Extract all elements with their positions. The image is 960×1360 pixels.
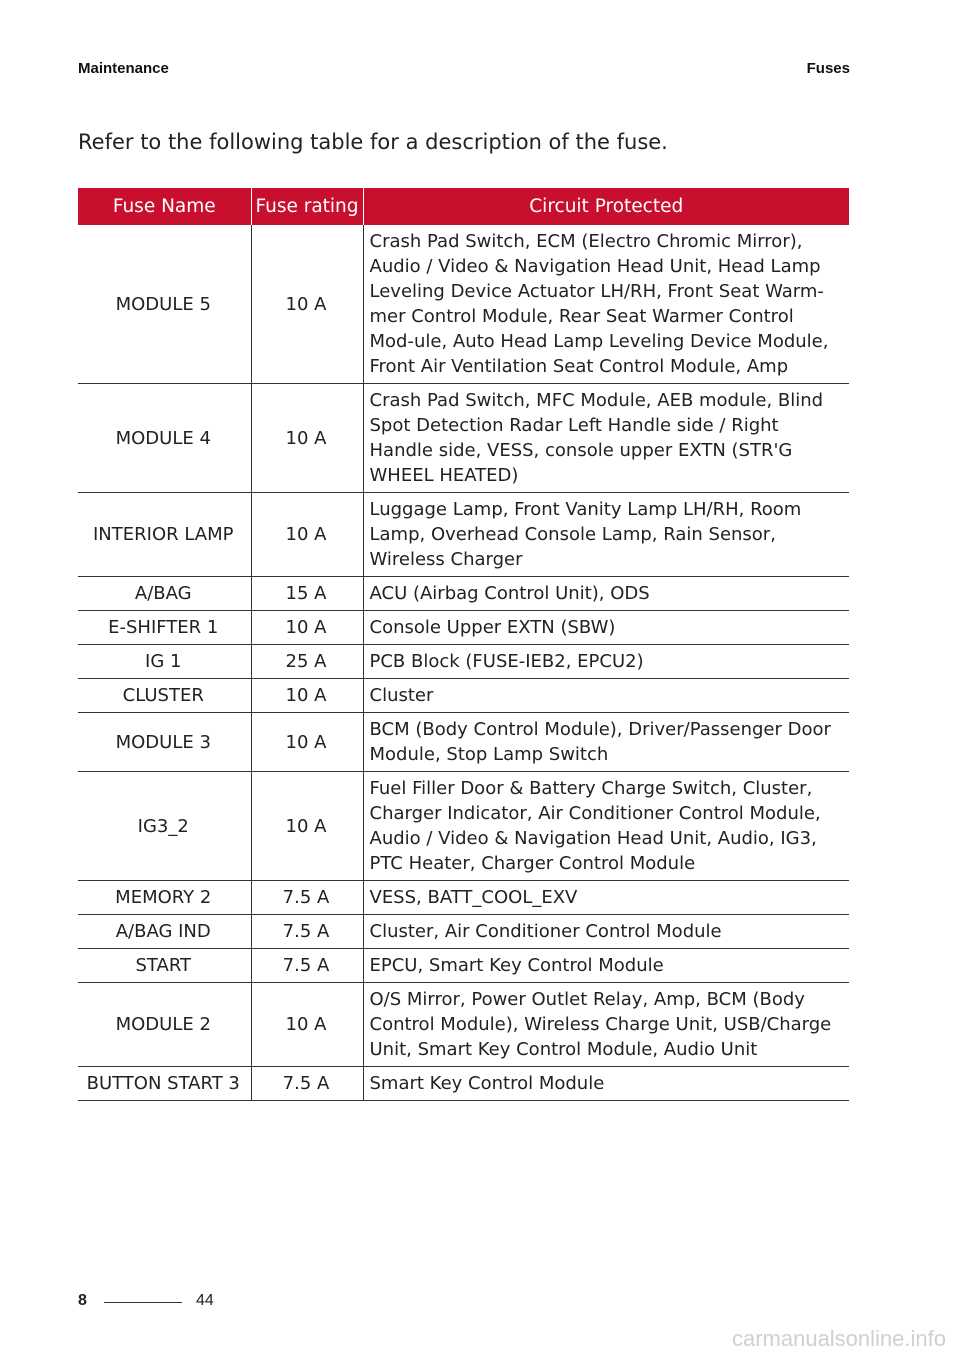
fuse-rating-cell: 7.5 A: [251, 949, 363, 983]
fuse-name-cell: IG3_2: [78, 772, 251, 881]
column-header-circuit-protected: Circuit Protected: [363, 188, 849, 225]
footer-divider: [104, 1302, 182, 1303]
fuse-table: [78, 188, 849, 1101]
fuse-name-cell: START: [78, 949, 251, 983]
table-row: [78, 983, 849, 1067]
fuse-rating-cell: 10 A: [251, 713, 363, 772]
column-header-fuse-name: Fuse Name: [78, 188, 251, 225]
fuse-rating-cell: 10 A: [251, 983, 363, 1067]
circuit-protected-cell: Cluster, Air Conditioner Control Module: [363, 915, 849, 949]
circuit-protected-cell: Crash Pad Switch, MFC Module, AEB module, Blind Spot Detection Radar Left Handle side / Right Handle side, VESS, console upper EXTN (STR'G WHEEL HEATED): [363, 384, 849, 493]
fuse-rating-cell: 7.5 A: [251, 881, 363, 915]
fuse-rating-cell: 15 A: [251, 577, 363, 611]
fuse-name-cell: MODULE 4: [78, 384, 251, 493]
fuse-rating-cell: 7.5 A: [251, 915, 363, 949]
circuit-protected-cell: Fuel Filler Door & Battery Charge Switch, Cluster, Charger Indicator, Air Conditioner Control Module, Audio / Video & Navigation Head Unit, Audio, IG3, PTC Heater, Charger Control Module: [363, 772, 849, 881]
table-row: [78, 915, 849, 949]
topic-title: Fuses: [806, 60, 850, 77]
fuse-name-cell: IG 1: [78, 645, 251, 679]
fuse-name-cell: BUTTON START 3: [78, 1067, 251, 1101]
table-row: [78, 772, 849, 881]
table-row: [78, 679, 849, 713]
fuse-rating-cell: 25 A: [251, 645, 363, 679]
fuse-name-cell: A/BAG: [78, 577, 251, 611]
fuse-rating-cell: 10 A: [251, 493, 363, 577]
circuit-protected-cell: PCB Block (FUSE-IEB2, EPCU2): [363, 645, 849, 679]
table-row: [78, 384, 849, 493]
fuse-table-body: [78, 225, 849, 1101]
fuse-name-cell: A/BAG IND: [78, 915, 251, 949]
circuit-protected-cell: Console Upper EXTN (SBW): [363, 611, 849, 645]
fuse-rating-cell: 7.5 A: [251, 1067, 363, 1101]
fuse-rating-cell: 10 A: [251, 384, 363, 493]
circuit-protected-cell: Cluster: [363, 679, 849, 713]
page-number: 44: [196, 1292, 214, 1309]
table-row: [78, 645, 849, 679]
fuse-name-cell: MODULE 2: [78, 983, 251, 1067]
fuse-name-cell: MODULE 5: [78, 225, 251, 384]
table-row: [78, 611, 849, 645]
table-header-row: [78, 188, 849, 225]
fuse-rating-cell: 10 A: [251, 772, 363, 881]
circuit-protected-cell: BCM (Body Control Module), Driver/Passenger Door Module, Stop Lamp Switch: [363, 713, 849, 772]
circuit-protected-cell: Crash Pad Switch, ECM (Electro Chromic Mirror), Audio / Video & Navigation Head Unit, Head Lamp Leveling Device Actuator LH/RH, Front Seat Warm-mer Control Module, Rear Seat Warmer Control Mod-ule, Auto Head Lamp Leveling Device Module, Front Air Ventilation Seat Control Module, Amp: [363, 225, 849, 384]
fuse-name-cell: MODULE 3: [78, 713, 251, 772]
fuse-rating-cell: 10 A: [251, 225, 363, 384]
circuit-protected-cell: VESS, BATT_COOL_EXV: [363, 881, 849, 915]
table-row: [78, 1067, 849, 1101]
chapter-number: 8: [78, 1292, 87, 1309]
circuit-protected-cell: O/S Mirror, Power Outlet Relay, Amp, BCM (Body Control Module), Wireless Charge Unit, USB/Charge Unit, Smart Key Control Module, Audio Unit: [363, 983, 849, 1067]
fuse-name-cell: INTERIOR LAMP: [78, 493, 251, 577]
table-row: [78, 225, 849, 384]
table-row: [78, 577, 849, 611]
table-row: [78, 713, 849, 772]
intro-text: Refer to the following table for a description of the fuse.: [78, 130, 668, 154]
table-row: [78, 881, 849, 915]
table-row: [78, 949, 849, 983]
section-title: Maintenance: [78, 60, 169, 77]
fuse-rating-cell: 10 A: [251, 679, 363, 713]
circuit-protected-cell: Smart Key Control Module: [363, 1067, 849, 1101]
fuse-rating-cell: 10 A: [251, 611, 363, 645]
column-header-fuse-rating: Fuse rating: [251, 188, 363, 225]
circuit-protected-cell: Luggage Lamp, Front Vanity Lamp LH/RH, Room Lamp, Overhead Console Lamp, Rain Sensor, Wireless Charger: [363, 493, 849, 577]
fuse-name-cell: MEMORY 2: [78, 881, 251, 915]
fuse-name-cell: E-SHIFTER 1: [78, 611, 251, 645]
circuit-protected-cell: ACU (Airbag Control Unit), ODS: [363, 577, 849, 611]
table-row: [78, 493, 849, 577]
watermark: carmanualsonline.info: [731, 1326, 946, 1351]
circuit-protected-cell: EPCU, Smart Key Control Module: [363, 949, 849, 983]
fuse-name-cell: CLUSTER: [78, 679, 251, 713]
